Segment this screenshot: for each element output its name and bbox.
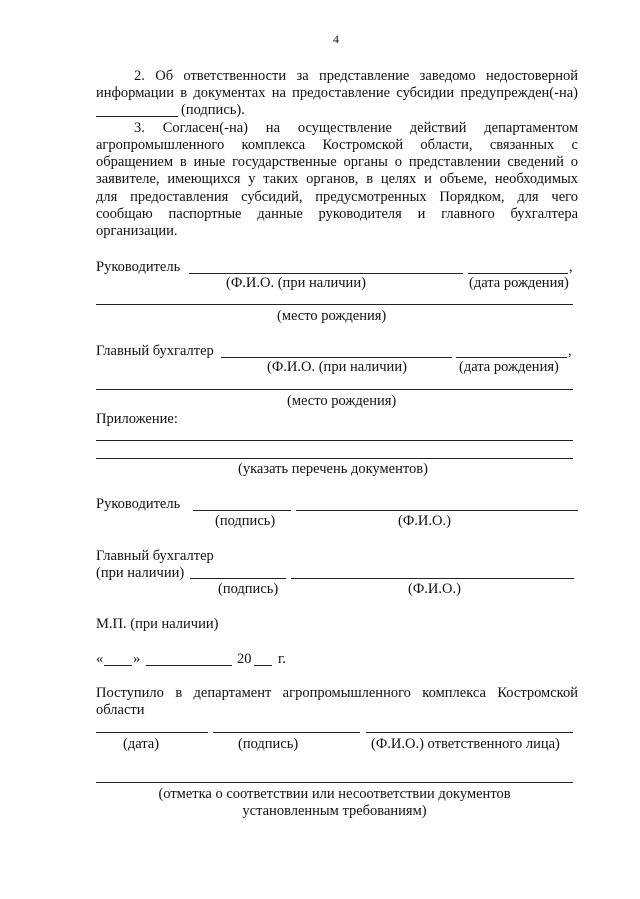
accountant-sign-fio-line[interactable] — [291, 578, 574, 579]
received-fio-line[interactable] — [366, 732, 573, 733]
paragraph-3-line-6: сообщаю паспортные данные руководителя и главного бухгалтера — [96, 206, 578, 222]
received-line-1: Поступило в департамент агропромышленного комплекса Костромской — [96, 685, 578, 701]
appendix-line-1[interactable] — [96, 440, 573, 441]
paragraph-3-line-4: заявителе, имеющихся у таких органов, в целях и объеме, необходимых — [96, 171, 578, 187]
appendix-label: Приложение: — [96, 411, 178, 427]
paragraph-3-line-5: для предоставления субсидий, предусмотренных Порядком, для чего — [96, 189, 578, 205]
head-fio-line[interactable] — [189, 273, 463, 274]
head-sign-label: Руководитель — [96, 496, 181, 512]
date-quote-close: » — [133, 651, 141, 667]
head-birthdate-hint: (дата рождения) — [469, 275, 569, 291]
head-sign-fio-hint: (Ф.И.О.) — [398, 513, 451, 529]
accountant-label: Главный бухгалтер — [96, 343, 214, 359]
mark-line[interactable] — [96, 782, 573, 783]
received-date-line[interactable] — [96, 732, 208, 733]
appendix-line-2[interactable] — [96, 458, 573, 459]
date-day-line[interactable] — [104, 665, 132, 666]
signature-line[interactable] — [96, 116, 178, 117]
head-birthplace-hint: (место рождения) — [277, 308, 387, 324]
head-birthplace-line[interactable] — [96, 304, 573, 305]
appendix-docs-hint: (указать перечень документов) — [238, 461, 428, 477]
date-year-line[interactable] — [254, 665, 272, 666]
accountant-fio-line[interactable] — [221, 357, 452, 358]
paragraph-2-line-3: (подпись). — [181, 102, 245, 118]
paragraph-3-line-3: обращением в иные государственные органы о представлении сведений о — [96, 154, 578, 170]
head-signature-hint: (подпись) — [215, 513, 276, 529]
received-date-hint: (дата) — [123, 736, 160, 752]
comma: , — [568, 343, 572, 359]
accountant-sign-fio-hint: (Ф.И.О.) — [408, 581, 461, 597]
paragraph-3-line-1: 3. Согласен(-на) на осуществление действий департаментом — [134, 120, 578, 136]
head-birthdate-line[interactable] — [468, 273, 568, 274]
paragraph-2-line-2: информации в документах на предоставление субсидии предупрежден(-на) — [96, 85, 578, 101]
mark-hint-line-1: (отметка о соответствии или несоответствии документов — [158, 786, 511, 802]
accountant-birthplace-hint: (место рождения) — [287, 393, 397, 409]
received-responsible-hint: (Ф.И.О.) ответственного лица) — [371, 736, 560, 752]
accountant-sign-label-2: (при наличии) — [96, 565, 185, 581]
paragraph-3-line-7: организации. — [96, 223, 178, 239]
paragraph-2-line-1: 2. Об ответственности за представление заведомо недостоверной — [134, 68, 578, 84]
head-label: Руководитель — [96, 259, 181, 275]
mark-hint-line-2: установленным требованиям) — [242, 803, 427, 819]
page-number: 4 — [333, 32, 339, 46]
received-signature-line[interactable] — [213, 732, 360, 733]
received-line-2: области — [96, 702, 145, 718]
accountant-birthdate-line[interactable] — [456, 357, 567, 358]
accountant-birthdate-hint: (дата рождения) — [459, 359, 559, 375]
received-signature-hint: (подпись) — [238, 736, 299, 752]
date-year-prefix: 20 — [237, 651, 252, 667]
head-signature-line[interactable] — [193, 510, 291, 511]
accountant-sign-label: Главный бухгалтер — [96, 548, 214, 564]
accountant-signature-hint: (подпись) — [218, 581, 279, 597]
accountant-birthplace-line[interactable] — [96, 389, 573, 390]
date-year-suffix: г. — [278, 651, 286, 667]
head-sign-fio-line[interactable] — [296, 510, 578, 511]
head-fio-hint: (Ф.И.О. (при наличии) — [226, 275, 366, 291]
accountant-signature-line[interactable] — [190, 578, 286, 579]
accountant-fio-hint: (Ф.И.О. (при наличии) — [267, 359, 407, 375]
stamp-label: М.П. (при наличии) — [96, 616, 219, 632]
date-month-line[interactable] — [146, 665, 232, 666]
date-quote-open: « — [96, 651, 104, 667]
comma: , — [569, 259, 573, 275]
paragraph-3-line-2: агропромышленного комплекса Костромской области, связанных с — [96, 137, 578, 153]
